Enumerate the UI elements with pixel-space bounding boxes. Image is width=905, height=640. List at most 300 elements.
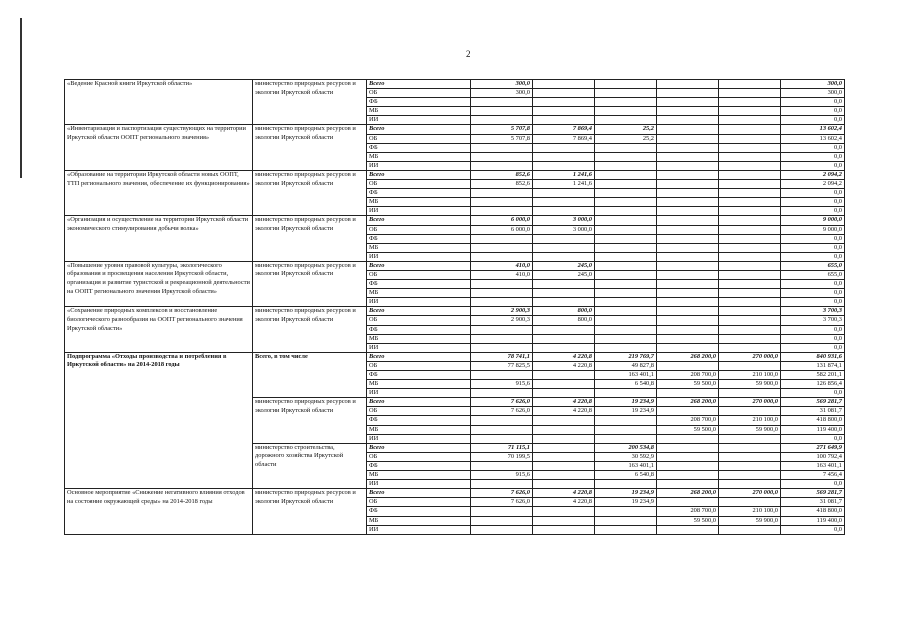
amount-cell: [719, 180, 781, 189]
amount-cell: [657, 471, 719, 480]
amount-cell: 2 900,3: [471, 316, 533, 325]
amount-cell: [719, 270, 781, 279]
amount-cell: 59 500,0: [657, 516, 719, 525]
amount-cell: [533, 471, 595, 480]
funding-source: Всего: [367, 216, 471, 225]
amount-cell: [471, 298, 533, 307]
amount-cell: [719, 189, 781, 198]
amount-cell: 2 900,3: [471, 307, 533, 316]
amount-cell: [533, 443, 595, 452]
funding-source: ИИ: [367, 207, 471, 216]
amount-cell: 0,0: [781, 334, 845, 343]
amount-cell: [657, 343, 719, 352]
table-row: [65, 307, 845, 316]
funding-source: ОБ: [367, 134, 471, 143]
amount-cell: [533, 107, 595, 116]
amount-cell: 245,0: [533, 270, 595, 279]
amount-cell: [595, 107, 657, 116]
funding-source: ФБ: [367, 325, 471, 334]
table-row: [65, 216, 845, 225]
funding-source: ИИ: [367, 298, 471, 307]
amount-cell: [657, 152, 719, 161]
amount-cell: 582 201,1: [781, 371, 845, 380]
executor-name: министерство природных ресурсов и экологии Иркутской области: [253, 170, 367, 215]
funding-source: ОБ: [367, 225, 471, 234]
amount-cell: 4 220,8: [533, 407, 595, 416]
table-row: [65, 489, 845, 498]
amount-cell: [471, 334, 533, 343]
amount-cell: [533, 98, 595, 107]
amount-cell: [719, 498, 781, 507]
amount-cell: [471, 243, 533, 252]
amount-cell: 7 626,0: [471, 398, 533, 407]
funding-source: ФБ: [367, 280, 471, 289]
amount-cell: [595, 507, 657, 516]
amount-cell: [595, 234, 657, 243]
amount-cell: [533, 416, 595, 425]
amount-cell: [719, 525, 781, 534]
amount-cell: [595, 180, 657, 189]
funding-source: Всего: [367, 170, 471, 179]
funding-source: ОБ: [367, 361, 471, 370]
amount-cell: 268 200,0: [657, 398, 719, 407]
amount-cell: 2 094,2: [781, 180, 845, 189]
amount-cell: [471, 434, 533, 443]
table-row: [65, 125, 845, 134]
amount-cell: 3 000,0: [533, 216, 595, 225]
funding-source: ФБ: [367, 234, 471, 243]
amount-cell: [719, 207, 781, 216]
amount-cell: 418 800,0: [781, 416, 845, 425]
amount-cell: 300,0: [471, 80, 533, 89]
amount-cell: [595, 80, 657, 89]
funding-source: ОБ: [367, 407, 471, 416]
amount-cell: 77 825,5: [471, 361, 533, 370]
activity-name: «Инвентаризация и паспортизация существующих на территории Иркутской области ООПТ регионального значения»: [65, 125, 253, 170]
funding-source: МБ: [367, 289, 471, 298]
amount-cell: 59 900,0: [719, 380, 781, 389]
table-row: [65, 80, 845, 89]
amount-cell: [657, 98, 719, 107]
amount-cell: [533, 289, 595, 298]
amount-cell: 418 800,0: [781, 507, 845, 516]
amount-cell: 100 792,4: [781, 452, 845, 461]
amount-cell: 163 401,1: [781, 461, 845, 470]
amount-cell: [657, 325, 719, 334]
amount-cell: 59 500,0: [657, 425, 719, 434]
amount-cell: 0,0: [781, 116, 845, 125]
page-number: 2: [466, 49, 471, 59]
amount-cell: 915,6: [471, 471, 533, 480]
funding-source: Всего: [367, 489, 471, 498]
amount-cell: [595, 252, 657, 261]
amount-cell: 59 900,0: [719, 516, 781, 525]
activity-name: Основное мероприятие «Снижение негативного влияния отходов на состояние окружающей среды» на 2014-2018 годы: [65, 489, 253, 534]
amount-cell: 0,0: [781, 234, 845, 243]
amount-cell: [595, 270, 657, 279]
amount-cell: [595, 389, 657, 398]
amount-cell: [719, 334, 781, 343]
amount-cell: [719, 161, 781, 170]
amount-cell: [595, 334, 657, 343]
executor-name: министерство строительства, дорожного хозяйства Иркутской области: [253, 443, 367, 488]
amount-cell: 208 700,0: [657, 416, 719, 425]
amount-cell: [595, 170, 657, 179]
amount-cell: [595, 143, 657, 152]
executor-name: министерство природных ресурсов и экологии Иркутской области: [253, 489, 367, 534]
funding-source: ФБ: [367, 98, 471, 107]
amount-cell: [657, 170, 719, 179]
amount-cell: [471, 416, 533, 425]
amount-cell: 163 401,1: [595, 371, 657, 380]
amount-cell: 410,0: [471, 270, 533, 279]
funding-source: ОБ: [367, 180, 471, 189]
amount-cell: [657, 161, 719, 170]
amount-cell: [657, 134, 719, 143]
amount-cell: [719, 252, 781, 261]
amount-cell: 31 081,7: [781, 407, 845, 416]
amount-cell: 0,0: [781, 389, 845, 398]
amount-cell: [595, 298, 657, 307]
funding-source: ОБ: [367, 89, 471, 98]
amount-cell: 0,0: [781, 480, 845, 489]
amount-cell: [719, 325, 781, 334]
funding-source: МБ: [367, 471, 471, 480]
amount-cell: 270 000,0: [719, 398, 781, 407]
amount-cell: 163 401,1: [595, 461, 657, 470]
amount-cell: [533, 380, 595, 389]
amount-cell: 7 869,4: [533, 134, 595, 143]
amount-cell: 70 199,5: [471, 452, 533, 461]
funding-source: ОБ: [367, 270, 471, 279]
funding-source: ИИ: [367, 161, 471, 170]
amount-cell: 271 649,9: [781, 443, 845, 452]
amount-cell: 300,0: [781, 80, 845, 89]
amount-cell: 268 200,0: [657, 489, 719, 498]
funding-source: ФБ: [367, 189, 471, 198]
amount-cell: 126 856,4: [781, 380, 845, 389]
executor-name: Всего, в том числе: [253, 352, 367, 397]
amount-cell: 19 234,9: [595, 489, 657, 498]
amount-cell: [657, 452, 719, 461]
amount-cell: 210 100,0: [719, 507, 781, 516]
table-row: [65, 352, 845, 361]
amount-cell: [719, 243, 781, 252]
amount-cell: 0,0: [781, 152, 845, 161]
amount-cell: 7 456,4: [781, 471, 845, 480]
amount-cell: 13 602,4: [781, 125, 845, 134]
amount-cell: 245,0: [533, 261, 595, 270]
amount-cell: [657, 316, 719, 325]
amount-cell: 0,0: [781, 207, 845, 216]
funding-source: ИИ: [367, 116, 471, 125]
amount-cell: [471, 507, 533, 516]
amount-cell: [595, 198, 657, 207]
amount-cell: 6 540,8: [595, 380, 657, 389]
funding-source: ОБ: [367, 452, 471, 461]
amount-cell: [533, 243, 595, 252]
funding-source: Всего: [367, 80, 471, 89]
amount-cell: [595, 207, 657, 216]
amount-cell: 49 827,8: [595, 361, 657, 370]
amount-cell: [533, 252, 595, 261]
amount-cell: [533, 425, 595, 434]
amount-cell: [719, 316, 781, 325]
amount-cell: 0,0: [781, 280, 845, 289]
amount-cell: [719, 389, 781, 398]
amount-cell: [719, 343, 781, 352]
amount-cell: [595, 480, 657, 489]
amount-cell: [595, 89, 657, 98]
amount-cell: 210 100,0: [719, 371, 781, 380]
amount-cell: [595, 98, 657, 107]
amount-cell: [533, 389, 595, 398]
amount-cell: 210 100,0: [719, 416, 781, 425]
amount-cell: 59 900,0: [719, 425, 781, 434]
amount-cell: 0,0: [781, 107, 845, 116]
amount-cell: [657, 298, 719, 307]
amount-cell: [471, 98, 533, 107]
amount-cell: [657, 407, 719, 416]
amount-cell: 0,0: [781, 525, 845, 534]
amount-cell: [719, 98, 781, 107]
amount-cell: 270 000,0: [719, 489, 781, 498]
amount-cell: 6 540,8: [595, 471, 657, 480]
funding-source: Всего: [367, 125, 471, 134]
amount-cell: [719, 280, 781, 289]
amount-cell: [657, 125, 719, 134]
amount-cell: 25,2: [595, 134, 657, 143]
amount-cell: [533, 507, 595, 516]
amount-cell: 19 234,9: [595, 407, 657, 416]
amount-cell: [471, 234, 533, 243]
amount-cell: [471, 207, 533, 216]
executor-name: министерство природных ресурсов и экологии Иркутской области: [253, 125, 367, 170]
amount-cell: [595, 152, 657, 161]
amount-cell: [533, 80, 595, 89]
amount-cell: [595, 307, 657, 316]
amount-cell: [533, 152, 595, 161]
activity-name: «Повышение уровня правовой культуры, экологического образования и просвещения населения Иркутской области, организация и развитие туристской и рекреационной деятельности на ООПТ регионального значения Иркутской области»: [65, 261, 253, 306]
amount-cell: 4 220,8: [533, 398, 595, 407]
funding-source: Всего: [367, 398, 471, 407]
amount-cell: [719, 461, 781, 470]
amount-cell: 840 931,6: [781, 352, 845, 361]
amount-cell: 4 220,8: [533, 498, 595, 507]
amount-cell: [533, 198, 595, 207]
activity-name: «Организация и осуществление на территории Иркутской области экономического стимулирования добычи волка»: [65, 216, 253, 261]
amount-cell: 0,0: [781, 189, 845, 198]
funding-source: Всего: [367, 443, 471, 452]
amount-cell: 6 000,0: [471, 225, 533, 234]
amount-cell: 7 626,0: [471, 498, 533, 507]
activity-name: Подпрограмма «Отходы производства и потребления в Иркутской области» на 2014-2018 годы: [65, 352, 253, 488]
funding-source: ИИ: [367, 525, 471, 534]
funding-source: ИИ: [367, 389, 471, 398]
funding-source: ФБ: [367, 461, 471, 470]
amount-cell: [595, 289, 657, 298]
amount-cell: [533, 234, 595, 243]
amount-cell: [719, 261, 781, 270]
activity-name: «Образование на территории Иркутской области новых ООПТ, ТТП регионального значения, обеспечение их функционирования»: [65, 170, 253, 215]
amount-cell: [657, 334, 719, 343]
amount-cell: 3 700,3: [781, 307, 845, 316]
amount-cell: [595, 525, 657, 534]
amount-cell: [657, 143, 719, 152]
amount-cell: 1 241,6: [533, 170, 595, 179]
amount-cell: [533, 189, 595, 198]
amount-cell: [719, 307, 781, 316]
amount-cell: [533, 480, 595, 489]
amount-cell: 0,0: [781, 98, 845, 107]
funding-source: МБ: [367, 425, 471, 434]
amount-cell: [657, 107, 719, 116]
amount-cell: [657, 270, 719, 279]
amount-cell: [533, 434, 595, 443]
amount-cell: 0,0: [781, 161, 845, 170]
amount-cell: 78 741,1: [471, 352, 533, 361]
amount-cell: 6 000,0: [471, 216, 533, 225]
funding-source: ИИ: [367, 343, 471, 352]
amount-cell: 30 592,9: [595, 452, 657, 461]
funding-source: ОБ: [367, 316, 471, 325]
amount-cell: [471, 280, 533, 289]
funding-source: МБ: [367, 334, 471, 343]
funding-source: Всего: [367, 307, 471, 316]
amount-cell: [533, 298, 595, 307]
amount-cell: [595, 343, 657, 352]
amount-cell: [595, 225, 657, 234]
amount-cell: [657, 89, 719, 98]
amount-cell: [719, 434, 781, 443]
funding-source: МБ: [367, 107, 471, 116]
amount-cell: [657, 243, 719, 252]
amount-cell: [719, 234, 781, 243]
amount-cell: 0,0: [781, 434, 845, 443]
amount-cell: 71 115,1: [471, 443, 533, 452]
amount-cell: [719, 152, 781, 161]
amount-cell: [533, 516, 595, 525]
funding-source: Всего: [367, 352, 471, 361]
amount-cell: 655,0: [781, 270, 845, 279]
amount-cell: 131 874,1: [781, 361, 845, 370]
funding-source: МБ: [367, 380, 471, 389]
amount-cell: [657, 207, 719, 216]
amount-cell: [595, 280, 657, 289]
amount-cell: 4 220,8: [533, 361, 595, 370]
amount-cell: [657, 189, 719, 198]
amount-cell: 655,0: [781, 261, 845, 270]
amount-cell: 3 000,0: [533, 225, 595, 234]
amount-cell: 2 094,2: [781, 170, 845, 179]
amount-cell: 4 220,8: [533, 489, 595, 498]
amount-cell: [471, 152, 533, 161]
amount-cell: [533, 525, 595, 534]
amount-cell: [657, 280, 719, 289]
activity-name: «Сохранение природных комплексов и восстановление биологического разнообразия на ООПТ регионального значения Иркутской области»: [65, 307, 253, 352]
amount-cell: [471, 389, 533, 398]
amount-cell: [719, 89, 781, 98]
funding-source: ИИ: [367, 252, 471, 261]
amount-cell: 270 000,0: [719, 352, 781, 361]
amount-cell: 1 241,6: [533, 180, 595, 189]
funding-source: ФБ: [367, 507, 471, 516]
amount-cell: [657, 443, 719, 452]
executor-name: министерство природных ресурсов и экологии Иркутской области: [253, 216, 367, 261]
amount-cell: [533, 325, 595, 334]
amount-cell: [719, 80, 781, 89]
amount-cell: [719, 452, 781, 461]
amount-cell: [471, 425, 533, 434]
funding-source: ФБ: [367, 416, 471, 425]
amount-cell: [719, 198, 781, 207]
amount-cell: 31 081,7: [781, 498, 845, 507]
activity-name: «Ведение Красной книги Иркутской области»: [65, 80, 253, 125]
amount-cell: [657, 289, 719, 298]
amount-cell: 0,0: [781, 325, 845, 334]
amount-cell: 119 400,0: [781, 425, 845, 434]
amount-cell: 200 534,8: [595, 443, 657, 452]
amount-cell: [471, 252, 533, 261]
amount-cell: [719, 107, 781, 116]
executor-name: министерство природных ресурсов и экологии Иркутской области: [253, 398, 367, 443]
amount-cell: [533, 207, 595, 216]
amount-cell: [471, 525, 533, 534]
amount-cell: [719, 116, 781, 125]
amount-cell: [471, 107, 533, 116]
amount-cell: 5 707,8: [471, 134, 533, 143]
amount-cell: [719, 298, 781, 307]
amount-cell: [657, 498, 719, 507]
amount-cell: [719, 443, 781, 452]
scan-edge-line: [20, 18, 22, 178]
amount-cell: [471, 143, 533, 152]
amount-cell: [533, 371, 595, 380]
amount-cell: 800,0: [533, 316, 595, 325]
amount-cell: 219 769,7: [595, 352, 657, 361]
amount-cell: 569 281,7: [781, 489, 845, 498]
amount-cell: [719, 480, 781, 489]
amount-cell: [471, 189, 533, 198]
amount-cell: [657, 307, 719, 316]
executor-name: министерство природных ресурсов и экологии Иркутской области: [253, 307, 367, 352]
amount-cell: [533, 280, 595, 289]
amount-cell: [657, 80, 719, 89]
amount-cell: [719, 125, 781, 134]
amount-cell: 208 700,0: [657, 507, 719, 516]
amount-cell: 800,0: [533, 307, 595, 316]
amount-cell: [719, 170, 781, 179]
amount-cell: 5 707,8: [471, 125, 533, 134]
funding-source: МБ: [367, 243, 471, 252]
amount-cell: [719, 216, 781, 225]
amount-cell: 0,0: [781, 343, 845, 352]
amount-cell: [657, 198, 719, 207]
amount-cell: 300,0: [471, 89, 533, 98]
amount-cell: 9 000,0: [781, 216, 845, 225]
amount-cell: [471, 289, 533, 298]
amount-cell: 0,0: [781, 298, 845, 307]
amount-cell: 4 220,8: [533, 352, 595, 361]
funding-source: ФБ: [367, 371, 471, 380]
table-row: [65, 170, 845, 179]
amount-cell: [533, 343, 595, 352]
amount-cell: 569 281,7: [781, 398, 845, 407]
amount-cell: 0,0: [781, 289, 845, 298]
amount-cell: [533, 161, 595, 170]
amount-cell: [719, 225, 781, 234]
amount-cell: [657, 116, 719, 125]
